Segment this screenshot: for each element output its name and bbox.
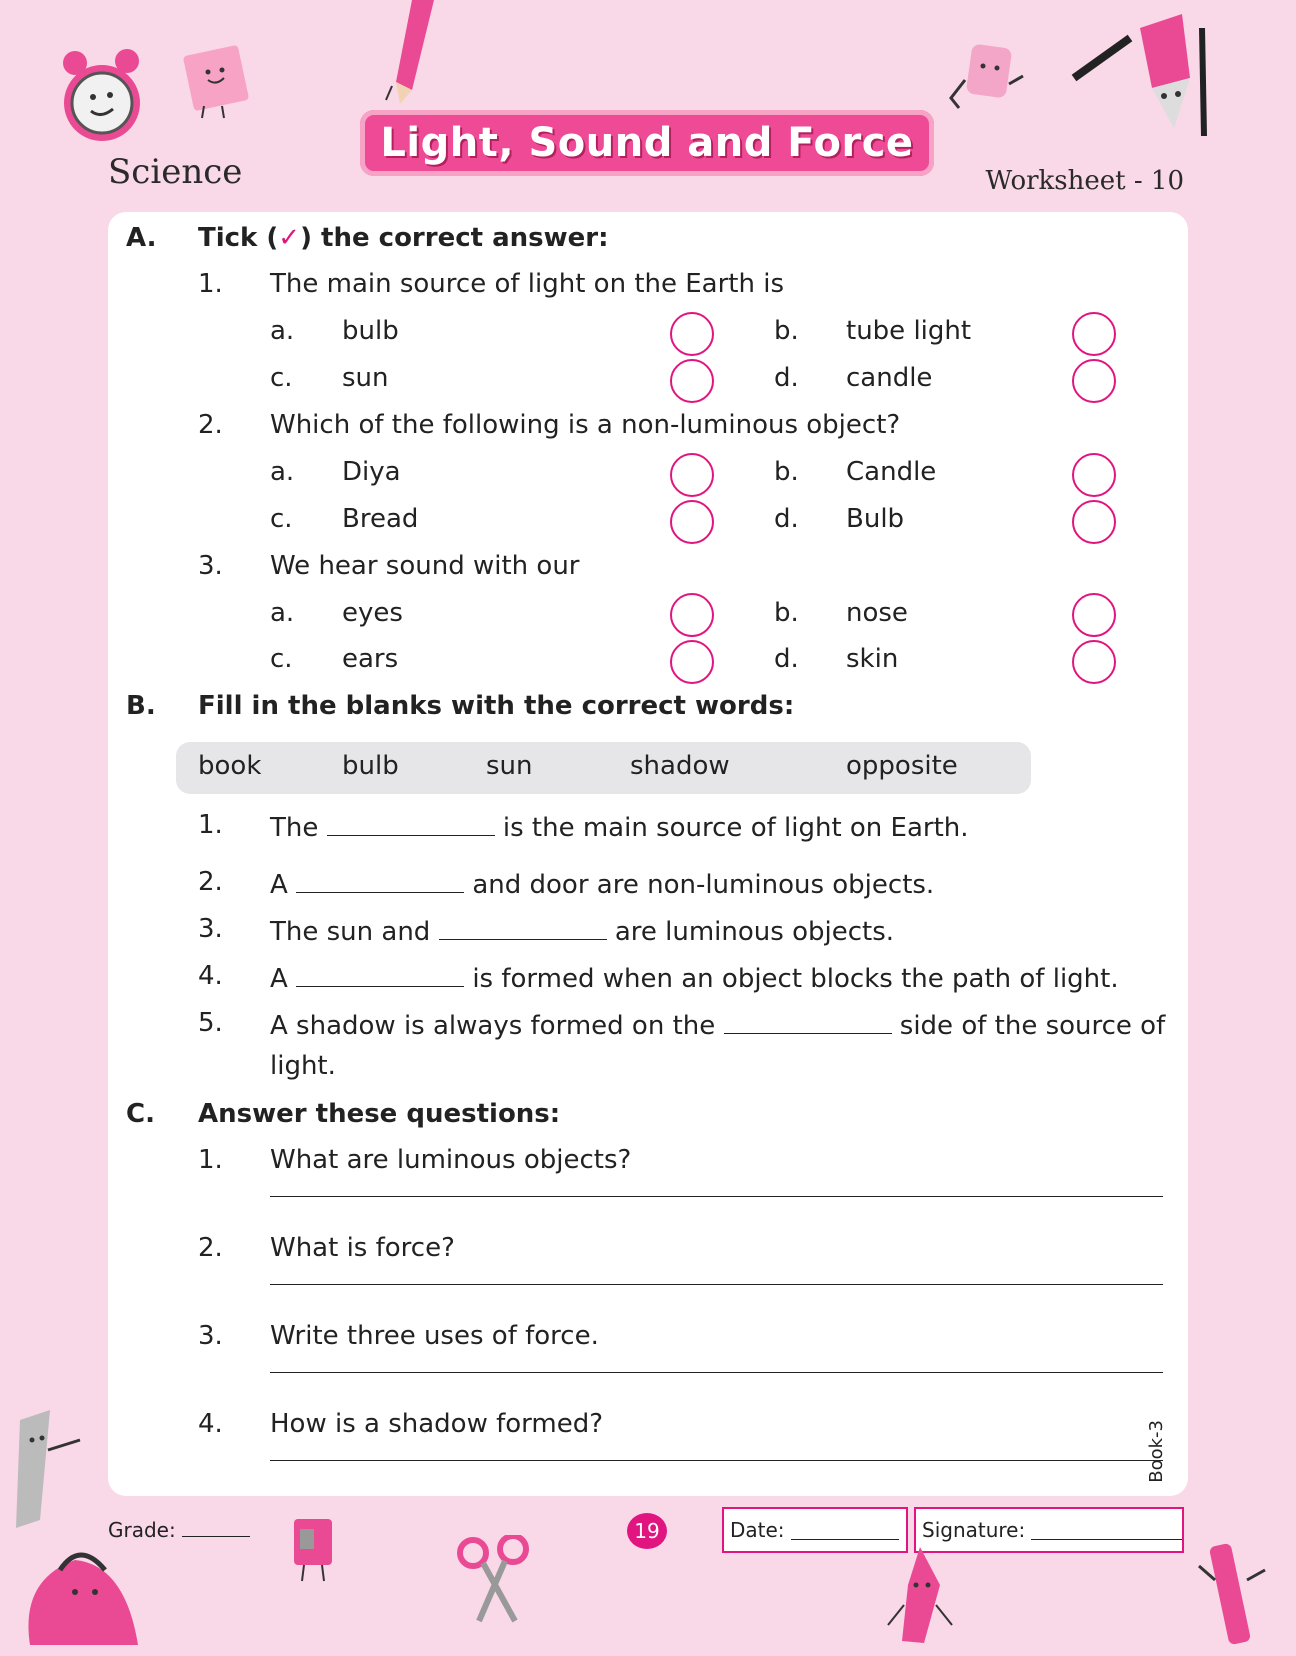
answer-line[interactable]: [270, 1284, 1163, 1285]
option-key: b.: [774, 598, 799, 628]
section-b-heading: Fill in the blanks with the correct words:: [198, 691, 795, 721]
pencil-icon: [382, 0, 442, 110]
question-number: 3.: [198, 1321, 223, 1351]
blank-item-post: are luminous objects.: [614, 917, 895, 947]
blank-item-continuation: light.: [270, 1051, 336, 1081]
content-card: [108, 212, 1188, 1496]
word-bank-item: book: [198, 751, 262, 781]
blank-item: [270, 913, 894, 948]
section-a-heading-post: ) the correct answer:: [300, 223, 609, 253]
question-number: 2.: [198, 410, 223, 440]
page-title: Light, Sound and Force: [380, 120, 914, 166]
blank-item-pre: The: [270, 813, 319, 843]
section-a-letter: A.: [126, 223, 157, 253]
blank-item-post: side of the source of: [899, 1011, 1166, 1041]
marker-icon: [1195, 1540, 1275, 1650]
date-blank: [791, 1521, 899, 1540]
option-key: c.: [270, 363, 293, 393]
blank-item: [270, 960, 1119, 995]
option-text: tube light: [846, 316, 972, 346]
blank-item: [270, 1007, 1165, 1042]
option-text: eyes: [342, 598, 403, 628]
title-banner: [360, 110, 934, 176]
section-c-heading: Answer these questions:: [198, 1099, 561, 1129]
sharpener-icon: [284, 1515, 344, 1585]
answer-line[interactable]: [270, 1196, 1163, 1197]
answer-circle[interactable]: [1072, 453, 1116, 497]
answer-circle[interactable]: [670, 359, 714, 403]
book-label: Book-3: [1146, 1420, 1167, 1483]
date-label: Date:: [730, 1518, 785, 1542]
option-text: sun: [342, 363, 389, 393]
alarm-clock-icon: [55, 45, 150, 150]
question-number: 1.: [198, 1145, 223, 1175]
blank-item-number: 2.: [198, 867, 223, 897]
blank-line[interactable]: [296, 960, 464, 987]
subject-label: Science: [108, 152, 243, 192]
blank-line[interactable]: [724, 1007, 892, 1034]
answer-circle[interactable]: [670, 312, 714, 356]
option-key: a.: [270, 457, 295, 487]
answer-circle[interactable]: [1072, 593, 1116, 637]
signature-blank: [1031, 1521, 1182, 1540]
option-text: skin: [846, 644, 899, 674]
blank-item: [270, 809, 969, 844]
worksheet-label: Worksheet - 10: [985, 166, 1184, 196]
question-number: 3.: [198, 551, 223, 581]
option-text: candle: [846, 363, 933, 393]
answer-line[interactable]: [270, 1460, 1163, 1461]
blank-item-number: 4.: [198, 961, 223, 991]
section-a-heading: [198, 222, 609, 254]
option-text: Bulb: [846, 504, 905, 534]
answer-circle[interactable]: [1072, 500, 1116, 544]
question-number: 4.: [198, 1409, 223, 1439]
question-number: 1.: [198, 269, 223, 299]
page-number: 19: [627, 1513, 667, 1549]
notebook-icon: [178, 42, 258, 122]
blank-item-post: is formed when an object blocks the path of light.: [472, 964, 1119, 994]
tick-icon: ✓: [278, 223, 301, 253]
question-text: Which of the following is a non-luminous object?: [270, 410, 901, 440]
grade-label: Grade:: [108, 1518, 176, 1542]
blank-item-pre: A: [270, 964, 288, 994]
blank-item-pre: A shadow is always formed on the: [270, 1011, 716, 1041]
answer-circle[interactable]: [670, 500, 714, 544]
question-text: The main source of light on the Earth is: [270, 269, 785, 299]
option-key: d.: [774, 363, 799, 393]
blank-item-pre: The sun and: [270, 917, 431, 947]
option-text: ears: [342, 644, 399, 674]
option-key: a.: [270, 598, 295, 628]
word-bank-item: bulb: [342, 751, 399, 781]
signature-label: Signature:: [922, 1518, 1026, 1542]
option-key: d.: [774, 504, 799, 534]
blank-item-post: and door are non-luminous objects.: [472, 870, 935, 900]
option-text: Bread: [342, 504, 419, 534]
crayon-icon: [880, 1545, 960, 1645]
answer-circle[interactable]: [670, 640, 714, 684]
blank-item-number: 5.: [198, 1008, 223, 1038]
question-text: What is force?: [270, 1233, 455, 1263]
bag-icon: [20, 1520, 150, 1650]
option-key: b.: [774, 316, 799, 346]
blank-item-pre: A: [270, 870, 288, 900]
word-bank-item: shadow: [630, 751, 730, 781]
question-text: How is a shadow formed?: [270, 1409, 604, 1439]
answer-circle[interactable]: [1072, 359, 1116, 403]
blank-item-post: is the main source of light on Earth.: [502, 813, 969, 843]
blank-item-number: 3.: [198, 914, 223, 944]
question-text: What are luminous objects?: [270, 1145, 632, 1175]
word-bank-item: opposite: [846, 751, 958, 781]
section-c-letter: C.: [126, 1099, 155, 1129]
option-key: c.: [270, 644, 293, 674]
blank-line[interactable]: [327, 809, 495, 836]
ruler-icon: [10, 1410, 95, 1530]
option-text: bulb: [342, 316, 399, 346]
eraser-icon: [945, 40, 1030, 120]
answer-circle[interactable]: [670, 453, 714, 497]
word-bank-item: sun: [486, 751, 533, 781]
section-a-heading-pre: Tick (: [198, 223, 279, 253]
question-number: 2.: [198, 1233, 223, 1263]
grade-blank[interactable]: [182, 1518, 250, 1537]
option-key: c.: [270, 504, 293, 534]
blank-line[interactable]: [439, 913, 607, 940]
option-key: d.: [774, 644, 799, 674]
option-key: b.: [774, 457, 799, 487]
option-text: nose: [846, 598, 908, 628]
section-b-letter: B.: [126, 691, 156, 721]
pencil-character-icon: [1070, 8, 1210, 138]
answer-circle[interactable]: [1072, 640, 1116, 684]
blank-item: [270, 866, 934, 901]
answer-line[interactable]: [270, 1372, 1163, 1373]
question-text: We hear sound with our: [270, 551, 580, 581]
blank-line[interactable]: [296, 866, 464, 893]
scissors-icon: [455, 1535, 535, 1625]
answer-circle[interactable]: [1072, 312, 1116, 356]
option-text: Candle: [846, 457, 937, 487]
answer-circle[interactable]: [670, 593, 714, 637]
question-text: Write three uses of force.: [270, 1321, 599, 1351]
option-key: a.: [270, 316, 295, 346]
blank-item-number: 1.: [198, 810, 223, 840]
option-text: Diya: [342, 457, 401, 487]
